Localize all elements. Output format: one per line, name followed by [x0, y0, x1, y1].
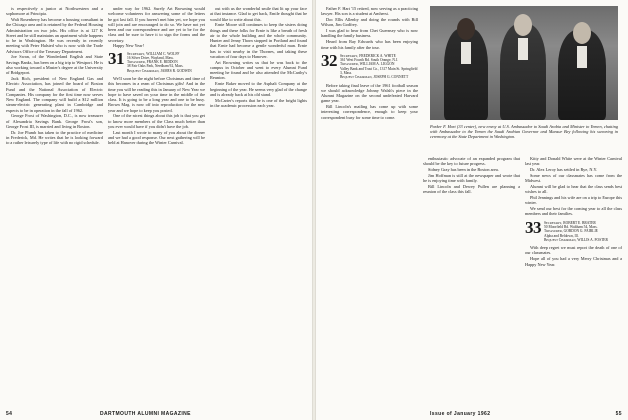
page-gutter: [312, 0, 316, 420]
fund-chairman-label: Bequest Chairman, JOSEPH G. CONNETT: [340, 75, 409, 80]
paragraph: is respectively a junior at Northwestern and a sophomore at Principia.: [6, 6, 103, 17]
paragraph: One of the nicest things about this job is that you get to know more members of the Class much better than you ever would have if you didn't have the job.: [108, 113, 205, 129]
photo-shirt-center: [518, 38, 528, 60]
news-photo: [430, 6, 618, 120]
right-column-3: [525, 156, 622, 408]
fund-chairman-label: Bequest Chairman, WILLIS A. FOSTER: [544, 237, 608, 242]
paragraph: Sidney Gray has been in the Boston area.: [428, 167, 499, 173]
class-header-33: [525, 217, 622, 242]
paragraph: out with us the wonderful smile that lit up your face at that instance. Glad to get back, Emile thought that he would like to write about this.: [210, 6, 307, 22]
paragraph: Bill Lincoln and Dewey Pullen are planning a reunion of the class this fall.: [423, 184, 520, 195]
paragraph: Heard from Ray Edwards who has been enjoying time with his family after the tour.: [321, 39, 418, 50]
class-officers: [340, 54, 418, 80]
paragraph: Walt Rosenberry has become a housing consultant in the Chicago area and is retained by the Federal Housing Administration on two jobs. His office is at 127 K Street and he still maintains an apartment while happens to be in Washington. He was recently in recently meeting with Peter Halsted who is now with the Trade Advisors Office of the Treasury Department.: [6, 17, 103, 54]
paragraph: Joe Swan, of the Wonderland English and State Savings Banks, has been on a big trip to Westport. He is also working toward a Master's degree at the University of Bridgeport.: [6, 54, 103, 76]
paragraph: Phil Jennings and his wife are on a trip to Europe this winter.: [525, 195, 622, 206]
treasurer-address: Alpha and Beldown, Ill.: [544, 233, 579, 238]
page-number-right: 55: [615, 411, 622, 417]
secretary-label: Secretary, ROBERT E. BRATER: [544, 220, 596, 225]
photo-head-center: [514, 14, 532, 36]
paragraph: With deep regret we must report the death of one of our classmates.: [525, 245, 622, 256]
paragraph: Dr. Joe Plumb has taken to the practice of medicine in Frederick, Md. He writes that he is looking forward to a rather leisurely type of life with no rigid schedule.: [6, 129, 103, 146]
issue-label: Issue of January 1962: [430, 411, 491, 417]
magazine-name: DARTMOUTH ALUMNI MAGAZINE: [100, 411, 191, 417]
class-officers: [127, 52, 192, 73]
paragraph: Father F. Hart '15 retired, now serving as a practicing lawyer. His son is a student at Amherst.: [321, 6, 418, 17]
paragraph: Some news of our classmates has come from the Midwest.: [525, 172, 622, 184]
paragraph: Last month I wrote to many of you about the dinner and we had a good response. Our next gathering will be held at Hanover during the Winter Carnival.: [108, 129, 205, 146]
paragraph: Doc Ellis Allenby and doing the rounds with Bill Wilson, Jim Godfrey.: [321, 17, 418, 28]
secretary-address: 361 West Fourth Rd. South Orange, N.J.: [340, 58, 399, 63]
paragraph: We send our best for the coming year to all the class members and their families.: [525, 206, 622, 217]
paragraph: McCarter's reports that he is one of the bright lights in the academic procession each year.: [210, 97, 307, 108]
paragraph: Jim Hoffman is still at the newspaper and wrote that he is enjoying time with family.: [423, 172, 520, 184]
treasurer-label: Treasurer, GORDON G. FAIRLIE: [544, 229, 598, 234]
photo-shirt-left: [461, 42, 471, 64]
treasurer-label: Treasurer, WILLIAM A. LIGGON: [340, 62, 395, 67]
photo-caption: Parker F. Hart (33 center), new envoy at U.S. Ambassador to Saudi Arabia and Minister to Yemen, chatting with Ambassador to the Yemen the Saudi Arabian Governor and Mansur Bey following his swearing in ceremony at the State Department in Washington.: [430, 124, 618, 140]
photo-shirt-right: [577, 46, 587, 68]
paragraph: Jack Rich, president of New England Gas and Electric Association, has joined the board of Boston Fund and the National Association of Electric Companies. His company for the first time now serves New England. The company will build a $12 million steam-electric generating plant in Cambridge and expects to be in operation in the fall of 1962.: [6, 76, 103, 113]
secretary-address: 16 Silver Drive, Wayland, Mass.: [127, 55, 174, 60]
secretary-label: Secretary, FREDERICK A. WHITE: [340, 53, 396, 58]
class-number: 33: [525, 217, 541, 237]
paragraph: George Frost of Washington, D.C., is now treasurer of Alexandria Savings Bank. George Frost's son, George Frost III, is married and living in Boston.: [6, 113, 103, 129]
paragraph: under way for 1962. Surely Art Browning would welcome volunteers for answering some of the letters he got last fall. If you haven't met him yet, we hope you will join and are encouraged to do so. We have not yet been and our correspondence and are yet to be for the class and be sure to have it to sign the forms and the secretary.: [108, 6, 205, 43]
treasurer-label: Treasurer, FRANK E. BIDDON: [127, 60, 178, 65]
paragraph: I was glad to hear from Chet Guernsey who is now handling the family business.: [321, 28, 418, 39]
class-number: 31: [108, 48, 124, 68]
treasurer-address: 38 Fair Oaks Park, Needham 92, Mass.: [127, 64, 184, 69]
paragraph: Ernie Moore still continues to keep the sisters doing things and these folks for Ernie is like a breath of fresh air to the whole building and the whole community. Hunter and Jenny Thorn stopped in Portland and found that Ernie had become a gentle wonderful man. Ernie has to visit nearby in the Thornes, and taking these vacation of four days to Hanover.: [210, 22, 307, 59]
secretary-label: Secretary, WILLIAM C. WOLFF: [127, 51, 180, 56]
fund-chairman-label: Bequest Chairman, JAMES R. GODWIN: [127, 68, 192, 73]
class-header-32: [321, 50, 418, 80]
photo-head-left: [457, 18, 475, 40]
page-number-left: 54: [6, 411, 13, 417]
right-column-1: [321, 6, 418, 408]
paragraph: enthusiastic advocate of an expanded program that should be the key to future progress.: [423, 156, 520, 167]
treasurer-address: Valley Bank and Trust Co., 1317 Main St. Springfield 3, Mass.: [340, 66, 418, 75]
paragraph: Kitty and Donald White were at the Winter Carnival last year.: [525, 156, 622, 167]
paragraph: Happy New Year!: [113, 43, 144, 49]
class-number: 32: [321, 50, 337, 70]
left-column-3: [210, 6, 307, 408]
paragraph: Hope all of you had a very Merry Christmas and a Happy New Year.: [525, 256, 622, 267]
photo-head-right: [573, 22, 591, 44]
paragraph: Ernie Baker moved to the Asphalt Company at the beginning of the year. He seems very glad of the change and is already back at his old stand.: [210, 81, 307, 97]
left-column-1: [6, 6, 103, 408]
left-column-2: [108, 6, 205, 408]
paragraph: We'll soon be the night before Christmas and time of this becomes in a ream of Christmas gifts! And in the time you will be reading this in January of New Year we hope to have saved on your time in the middle of the class. It is going to be a long year and one to be busy. Brown Mag. is now off into reproduction for the new year and we hope to keep you posted.: [108, 76, 205, 113]
class-header-31: [108, 48, 205, 73]
right-column-2: [423, 156, 520, 408]
paragraph: Alumni will be glad to hear that the class sends best wishes to all.: [525, 184, 622, 195]
paragraph: Bill Lincoln's mailing has come up with some interesting correspondence, enough to keep your correspondent busy for some time to come.: [321, 104, 418, 120]
paragraph: Before taking final leave of the 1961 football season we should acknowledge Johnny Walsh's piece in the Alumni Magazine on the second undefeated Harvard game year.: [321, 82, 418, 104]
paragraph: Dr. Alex Leroy has settled in Rye, N.Y.: [530, 167, 598, 173]
secretary-address: 50 Moorfield Rd. Waltham 54, Mass.: [544, 225, 598, 230]
paragraph: Art Browning writes us that he was back to the campus in October and went to every Alumni Fund meeting he found and he also attended the McCarthy's Reunion.: [210, 59, 307, 81]
class-officers: [544, 221, 608, 242]
